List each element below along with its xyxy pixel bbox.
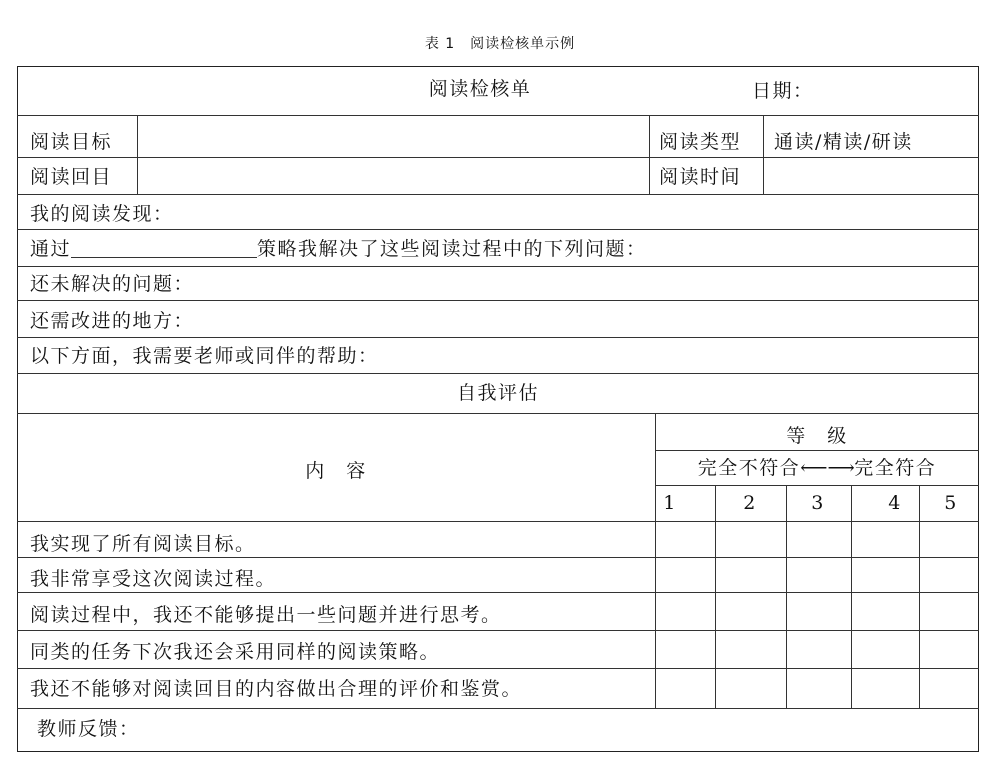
strategy-suffix: 策略我解决了这些阅读过程中的下列问题：: [257, 238, 647, 260]
row-divider: [17, 630, 979, 631]
row-divider: [17, 413, 979, 414]
strategy-prefix: 通过: [30, 238, 72, 260]
scale-left: 完全不符合: [697, 457, 801, 479]
discovery-label: 我的阅读发现：: [30, 203, 174, 225]
strategy-blank: [71, 239, 257, 258]
assessment-item: 我还不能够对阅读回目的内容做出合理的评价和鉴赏。: [30, 678, 523, 700]
assessment-item: 我实现了所有阅读目标。: [30, 533, 256, 555]
grade-scale: [655, 456, 979, 480]
reading-type-value: 通读/精读/研读: [774, 131, 913, 153]
grade-header: 等 级: [786, 425, 848, 447]
col-divider: [715, 485, 716, 708]
row-divider: [17, 373, 979, 374]
assessment-item: 阅读过程中，我还不能够提出一些问题并进行思考。: [30, 604, 502, 626]
row-divider: [17, 557, 979, 558]
row-divider: [17, 592, 979, 593]
col-divider: [919, 485, 920, 708]
row-divider: [17, 194, 979, 195]
scale-right: 完全符合: [854, 457, 937, 479]
strategy-line: [30, 237, 647, 261]
row-divider: [17, 300, 979, 301]
level-2: 2: [743, 492, 757, 514]
col-divider: [763, 115, 764, 194]
row-divider: [17, 115, 979, 116]
level-3: 3: [811, 492, 825, 514]
row-divider: [17, 229, 979, 230]
level-5: 5: [944, 492, 958, 514]
content-header: 内 容: [305, 460, 367, 482]
row-divider: [17, 337, 979, 338]
grade-divider: [655, 450, 979, 451]
assessment-item: 我非常享受这次阅读过程。: [30, 568, 277, 590]
col-divider: [137, 115, 138, 194]
unresolved-label: 还未解决的问题：: [30, 273, 195, 295]
teacher-feedback-label: 教师反馈：: [37, 718, 140, 740]
table-caption: 表 1 阅读检核单示例: [424, 36, 576, 52]
improve-label: 还需改进的地方：: [30, 310, 195, 332]
self-assessment-title: 自我评估: [456, 382, 539, 404]
col-divider: [649, 115, 650, 194]
reading-type-label: 阅读类型: [659, 131, 742, 153]
row-divider: [17, 521, 979, 522]
row-divider: [17, 668, 979, 669]
reading-chapter-label: 阅读回目: [30, 166, 113, 188]
assessment-item: 同类的任务下次我还会采用同样的阅读策略。: [30, 641, 441, 663]
col-divider: [786, 485, 787, 708]
reading-time-label: 阅读时间: [659, 166, 742, 188]
double-arrow-icon: ⟵⟶: [800, 457, 855, 479]
row-divider: [17, 266, 979, 267]
form-title: 阅读检核单: [428, 78, 532, 100]
col-divider: [851, 485, 852, 708]
level-1: 1: [663, 492, 677, 514]
help-label: 以下方面，我需要老师或同伴的帮助：: [30, 345, 379, 367]
level-4: 4: [888, 492, 902, 514]
grade-divider: [655, 485, 979, 486]
reading-goal-label: 阅读目标: [30, 131, 113, 153]
row-divider: [17, 157, 979, 158]
row-divider: [17, 708, 979, 709]
date-label: 日期：: [752, 80, 814, 102]
